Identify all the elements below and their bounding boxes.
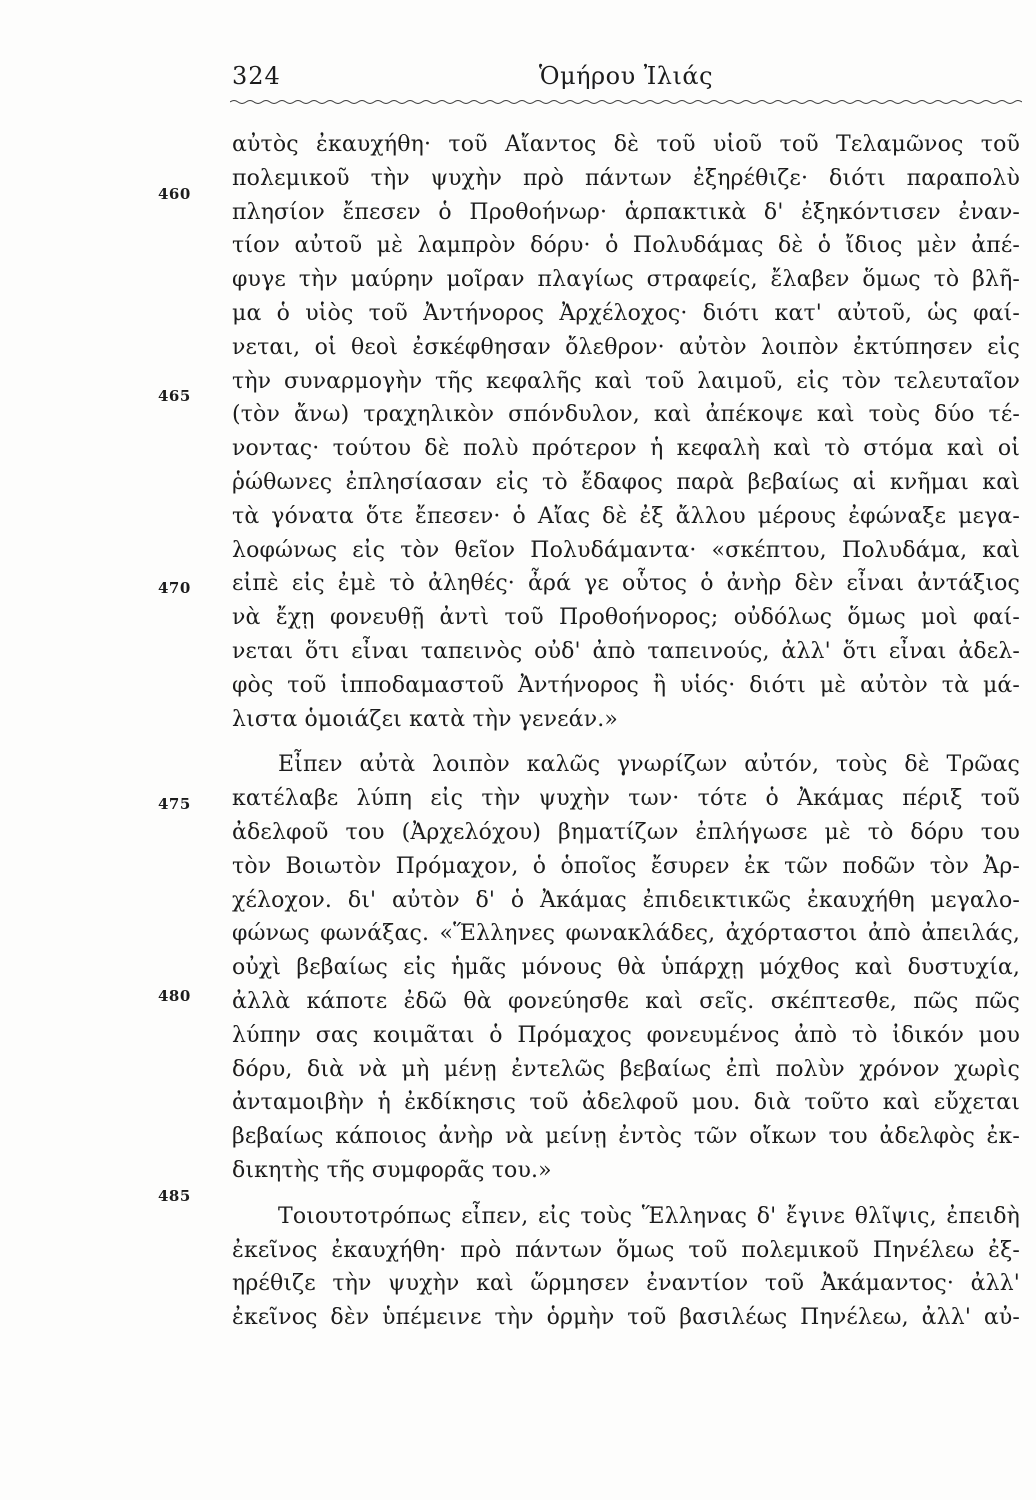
text-line: νοντας· τούτου δὲ πολὺ πρότερον ἡ κεφαλὴ καὶ τὸ στόμα καὶ οἱ (232, 436, 1020, 462)
text-line: κατέλαβε λύπη εἰς τὴν ψυχὴν των· τότε ὁ Ἀκάμας πέριξ τοῦ (232, 786, 1020, 812)
text-line: λιστα ὁμοιάζει κατὰ τὴν γενεάν.» (232, 706, 618, 732)
running-title: Ὁμήρου Ἰλιάς (538, 62, 714, 90)
text-line: οὐχὶ βεβαίως εἰς ἡμᾶς μόνους θὰ ὑπάρχῃ μόχθος καὶ δυστυχία, (232, 955, 1020, 981)
text-line: λοφώνως εἰς τὸν θεῖον Πολυδάμαντα· «σκέπτου, Πολυδάμα, καὶ (232, 537, 1020, 563)
text-line: ἀδελφοῦ του (Ἀρχελόχου) βηματίζων ἐπλήγωσε μὲ τὸ δόρυ του (232, 819, 1020, 845)
verse-number: 460 (158, 185, 191, 203)
verse-number: 465 (158, 387, 191, 405)
page-header (230, 62, 1022, 96)
text-line: αὐτὸς ἐκαυχήθη· τοῦ Αἴαντος δὲ τοῦ υἱοῦ τοῦ Τελαμῶνος τοῦ (232, 132, 1020, 157)
text-line: δόρυ, διὰ νὰ μὴ μένῃ ἐντελῶς βεβαίως ἐπὶ πολὺν χρόνον χωρὶς (232, 1056, 1020, 1082)
text-line: νὰ ἔχῃ φονευθῇ ἀντὶ τοῦ Προθοήνορος; οὐδόλως ὅμως μοὶ φαί- (232, 605, 1020, 631)
text-line: τὰ γόνατα ὅτε ἔπεσεν· ὁ Αἴας δὲ ἐξ ἄλλου μέρους ἐφώναξε μεγα- (232, 503, 1020, 529)
text-line: ῥώθωνες ἐπλησίασαν εἰς τὸ ἔδαφος παρὰ βεβαίως αἱ κνῆμαι καὶ (232, 469, 1020, 495)
text-line: λύπην σας κοιμᾶται ὁ Πρόμαχος φονευμένος ἀπὸ τὸ ἰδικόν μου (232, 1022, 1020, 1048)
text-line: νεται, οἱ θεοὶ ἐσκέφθησαν ὄλεθρον· αὐτὸν λοιπὸν ἐκτύπησεν εἰς (232, 334, 1020, 360)
text-line: ἐκεῖνος ἐκαυχήθη· πρὸ πάντων ὅμως τοῦ πολεμικοῦ Πηνέλεω ἐξ- (232, 1237, 1020, 1263)
text-line: Εἶπεν αὐτὰ λοιπὸν καλῶς γνωρίζων αὐτόν, τοὺς δὲ Τρῶας (278, 752, 1020, 778)
text-line: τὴν συναρμογὴν τῆς κεφαλῆς καὶ τοῦ λαιμοῦ, εἰς τὸν τελευταῖον (232, 368, 1020, 394)
text-line: ἐκεῖνος δὲν ὑπέμεινε τὴν ὁρμὴν τοῦ βασιλέως Πηνέλεω, ἀλλ' αὐ- (232, 1305, 1020, 1331)
text-line: Τοιουτοτρόπως εἶπεν, εἰς τοὺς Ἕλληνας δ' ἔγινε θλῖψις, ἐπειδὴ (278, 1203, 1020, 1229)
verse-number: 485 (158, 1187, 191, 1205)
page-number: 324 (232, 62, 281, 90)
verse-number: 470 (158, 579, 191, 597)
text-line: ηρέθιζε τὴν ψυχὴν καὶ ὥρμησεν ἐναντίον τοῦ Ἀκάμαντος· ἀλλ' (232, 1271, 1020, 1297)
text-line: βεβαίως κάποιος ἀνὴρ νὰ μείνῃ ἐντὸς τῶν οἴκων του ἀδελφὸς ἐκ- (232, 1124, 1020, 1150)
text-line: δικητὴς τῆς συμφορᾶς του.» (232, 1157, 552, 1183)
verse-number: 475 (158, 795, 191, 813)
text-line: ἀλλὰ κάποτε ἐδῶ θὰ φονεύησθε καὶ σεῖς. σκέπτεσθε, πῶς πῶς (232, 988, 1020, 1014)
text-line: εἰπὲ εἰς ἐμὲ τὸ ἀληθές· ἆρά γε οὗτος ὁ ἀνὴρ δὲν εἶναι ἀντάξιος (232, 571, 1020, 597)
text-line: μα ὁ υἱὸς τοῦ Ἀντήνορος Ἀρχέλοχος· διότι κατ' αὐτοῦ, ὡς φαί- (232, 300, 1020, 326)
text-line: τίον αὐτοῦ μὲ λαμπρὸν δόρυ· ὁ Πολυδάμας δὲ ὁ ἴδιος μὲν ἀπέ- (232, 233, 1020, 259)
text-line: φὸς τοῦ ἱπποδαμαστοῦ Ἀντήνορος ἢ υἱός· διότι μὲ αὐτὸν τὰ μά- (232, 672, 1020, 698)
text-line: χέλοχον. δι' αὐτὸν δ' ὁ Ἀκάμας ἐπιδεικτικῶς ἐκαυχήθη μεγαλο- (232, 887, 1020, 913)
text-line: φυγε τὴν μαύρην μοῖραν πλαγίως στραφείς, ἔλαβεν ὅμως τὸ βλῆ- (232, 267, 1020, 293)
header-rule (230, 98, 1022, 106)
body-text (232, 128, 1020, 1335)
text-line: πλησίον ἔπεσεν ὁ Προθοήνωρ· ἁρπακτικὰ δ' ἐξηκόντισεν ἐναν- (232, 199, 1020, 225)
text-line: πολεμικοῦ τὴν ψυχὴν πρὸ πάντων ἐξηρέθιζε· διότι παραπολὺ (232, 165, 1020, 191)
verse-number: 480 (158, 987, 191, 1005)
text-line: τὸν Βοιωτὸν Πρόμαχον, ὁ ὁποῖος ἔσυρεν ἐκ τῶν ποδῶν τὸν Ἀρ- (232, 853, 1020, 879)
text-line: ἀνταμοιβὴν ἡ ἐκδίκησις τοῦ ἀδελφοῦ μου. διὰ τοῦτο καὶ εὔχεται (232, 1090, 1020, 1116)
text-line: νεται ὅτι εἶναι ταπεινὸς οὐδ' ἀπὸ ταπεινούς, ἀλλ' ὅτι εἶναι ἀδελ- (232, 638, 1020, 664)
text-line: (τὸν ἄνω) τραχηλικὸν σπόνδυλον, καὶ ἀπέκοψε καὶ τοὺς δύο τέ- (232, 402, 1020, 428)
text-line: φώνως φωνάξας. «Ἕλληνες φωνακλάδες, ἀχόρταστοι ἀπὸ ἀπειλάς, (232, 921, 1020, 947)
